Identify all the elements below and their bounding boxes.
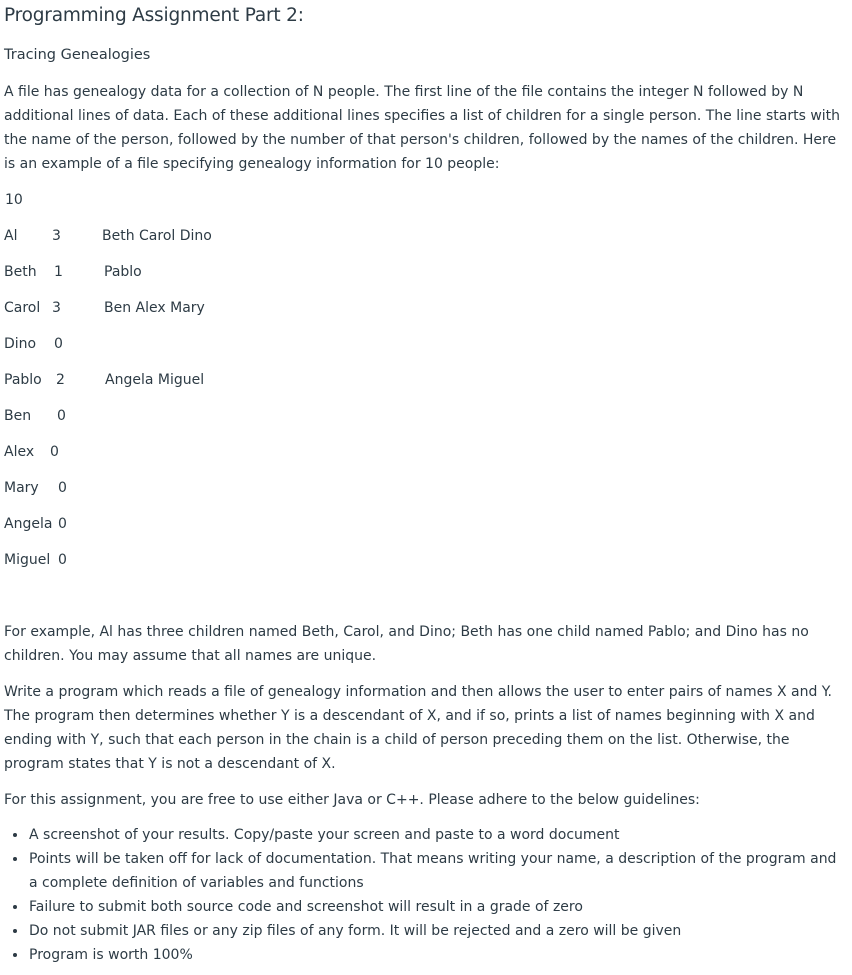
child-count: 2 [56, 372, 65, 388]
child-count: 0 [58, 480, 67, 496]
child-count: 3 [52, 228, 61, 244]
task-paragraph: Write a program which reads a file of genealogy information and then allows the user to enter pairs of names X and Y. The program then determines whether Y is a descendant of X, and if so, prints a list of names beginning with X and ending with Y, such that each person in the chain is a child of person preceding them on the list. Otherwise, the program states that Y is not a descendant of X. [4, 684, 832, 772]
children-names: Ben Alex Mary [104, 300, 205, 316]
example-row [4, 512, 404, 536]
guidelines-intro: For this assignment, you are free to use either Java or C++. Please adhere to the below guidelines: [4, 792, 700, 808]
person-name: Angela [4, 516, 53, 532]
list-item [4, 943, 840, 967]
person-name: Mary [4, 480, 39, 496]
guideline-text: A screenshot of your results. Copy/paste your screen and paste to a word document [29, 827, 620, 843]
guidelines-list [4, 823, 840, 967]
child-count: 0 [54, 336, 63, 352]
example-row [4, 548, 404, 572]
example-row [4, 296, 404, 320]
child-count: 0 [57, 408, 66, 424]
person-name: Ben [4, 408, 32, 424]
guideline-text: Program is worth 100% [29, 947, 193, 963]
list-item [4, 847, 840, 895]
person-name: Alex [4, 444, 35, 460]
person-name: Miguel [4, 552, 51, 568]
child-count: 3 [52, 300, 61, 316]
list-item [4, 919, 840, 943]
bullet-icon [13, 833, 17, 837]
bullet-icon [13, 905, 17, 909]
example-row [4, 404, 404, 428]
children-names: Angela Miguel [105, 372, 205, 388]
intro-paragraph: A file has genealogy data for a collection of N people. The first line of the file contains the integer N followed by N additional lines of data. Each of these additional lines specifies a list of children for a single person. The line starts with the name of the person, followed by the number of that person's children, followed by the names of the children. Here is an example of a file specifying genealogy information for 10 people: [4, 84, 841, 172]
example-row [4, 440, 404, 464]
child-count: 0 [58, 552, 67, 568]
children-names: Pablo [104, 264, 142, 280]
person-name: Dino [4, 336, 37, 352]
example-row [4, 368, 404, 392]
guideline-text: Points will be taken off for lack of documentation. That means writing your name, a description of the program and a complete definition of variables and functions [29, 851, 837, 891]
child-count: 0 [58, 516, 67, 532]
example-count: 10 [5, 192, 23, 208]
example-row [4, 224, 404, 248]
list-item [4, 823, 840, 847]
explanation-paragraph: For example, Al has three children named Beth, Carol, and Dino; Beth has one child named Pablo; and Dino has no children. You may assume that all names are unique. [4, 624, 809, 664]
list-item [4, 895, 840, 919]
person-name: Pablo [4, 372, 42, 388]
section-heading: Tracing Genealogies [4, 47, 151, 63]
page-title: Programming Assignment Part 2: [4, 5, 304, 26]
bullet-icon [13, 857, 17, 861]
person-name: Carol [4, 300, 41, 316]
child-count: 0 [50, 444, 59, 460]
bullet-icon [13, 953, 17, 957]
person-name: Al [4, 228, 18, 244]
person-name: Beth [4, 264, 37, 280]
child-count: 1 [54, 264, 63, 280]
example-row [4, 260, 404, 284]
example-row [4, 332, 404, 356]
bullet-icon [13, 929, 17, 933]
children-names: Beth Carol Dino [102, 228, 212, 244]
example-row [4, 476, 404, 500]
guideline-text: Do not submit JAR files or any zip files of any form. It will be rejected and a zero will be given [29, 923, 682, 939]
guideline-text: Failure to submit both source code and screenshot will result in a grade of zero [29, 899, 583, 915]
